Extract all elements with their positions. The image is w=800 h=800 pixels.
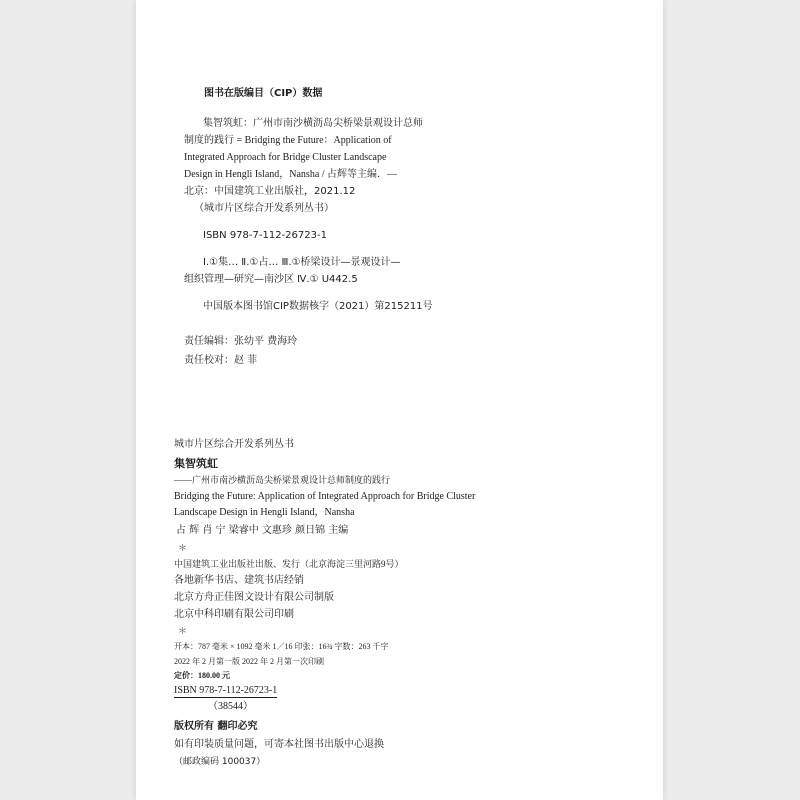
cip-entry-line: Integrated Approach for Bridge Cluster Landscape <box>184 152 387 163</box>
cip-number: 中国版本图书馆CIP数据核字（2021）第215211号 <box>203 301 433 312</box>
rights-heading: 版权所有 翻印必究 <box>174 721 258 732</box>
edition-line: 2022 年 2 月第一版 2022 年 2 月第一次印刷 <box>174 657 324 666</box>
postcode: （邮政编码 100037） <box>174 757 266 767</box>
publisher-line: 中国建筑工业出版社出版、发行（北京海淀三里河路9号） <box>174 559 404 569</box>
separator-star: ＊ <box>178 627 188 637</box>
book-code: （38544） <box>208 701 253 712</box>
responsible-editor: 责任编辑：张幼平 费海玲 <box>184 336 298 347</box>
distributor-line: 各地新华书店、建筑书店经销 <box>174 575 304 586</box>
format-line: 开本：787 毫米 × 1092 毫米 1／16 印张：16¾ 字数：263 千字 <box>174 642 389 651</box>
separator-star: ＊ <box>178 544 188 554</box>
book-subtitle: ——广州市南沙横沥岛尖桥梁景观设计总师制度的践行 <box>174 475 391 485</box>
cip-entry-line: 制度的践行 = Bridging the Future：Application of <box>184 135 392 146</box>
price-line: 定价：180.00 元 <box>174 671 230 680</box>
cip-heading: 图书在版编目（CIP）数据 <box>204 88 323 99</box>
cip-entry-line: 集智筑虹：广州市南沙横沥岛尖桥梁景观设计总师 <box>203 118 423 129</box>
rights-notice: 如有印装质量问题，可寄本社图书出版中心退换 <box>174 739 384 750</box>
book-authors: 占 辉 肖 宁 梁睿中 文惠珍 颜日锦 主编 <box>176 525 349 536</box>
english-title-line: Bridging the Future: Application of Integrated Approach for Bridge Cluster <box>174 491 476 502</box>
cip-subject-line: Ⅰ.①集… Ⅱ.①占… Ⅲ.①桥梁设计—景观设计— <box>203 257 401 268</box>
colophon-isbn: ISBN 978-7-112-26723-1 <box>174 685 278 696</box>
cip-entry-line: Design in Hengli Island，Nansha / 占辉等主编．— <box>184 169 398 180</box>
cip-entry-line: 北京：中国建筑工业出版社，2021.12 <box>184 186 356 197</box>
typesetter-line: 北京方舟正佳图文设计有限公司制版 <box>174 592 334 603</box>
book-title: 集智筑虹 <box>174 457 218 470</box>
responsible-proofreader: 责任校对：赵 菲 <box>184 355 258 366</box>
book-copyright-page <box>136 0 663 800</box>
cip-subject-line: 组织管理—研究—南沙区 Ⅳ.① U442.5 <box>184 274 358 285</box>
printer-line: 北京中科印刷有限公司印刷 <box>174 609 294 620</box>
series-name: 城市片区综合开发系列丛书 <box>174 439 294 450</box>
cip-entry-line: （城市片区综合开发系列丛书） <box>194 203 334 214</box>
english-title-line: Landscape Design in Hengli Island，Nansha <box>174 507 355 518</box>
cip-isbn: ISBN 978-7-112-26723-1 <box>203 230 327 241</box>
